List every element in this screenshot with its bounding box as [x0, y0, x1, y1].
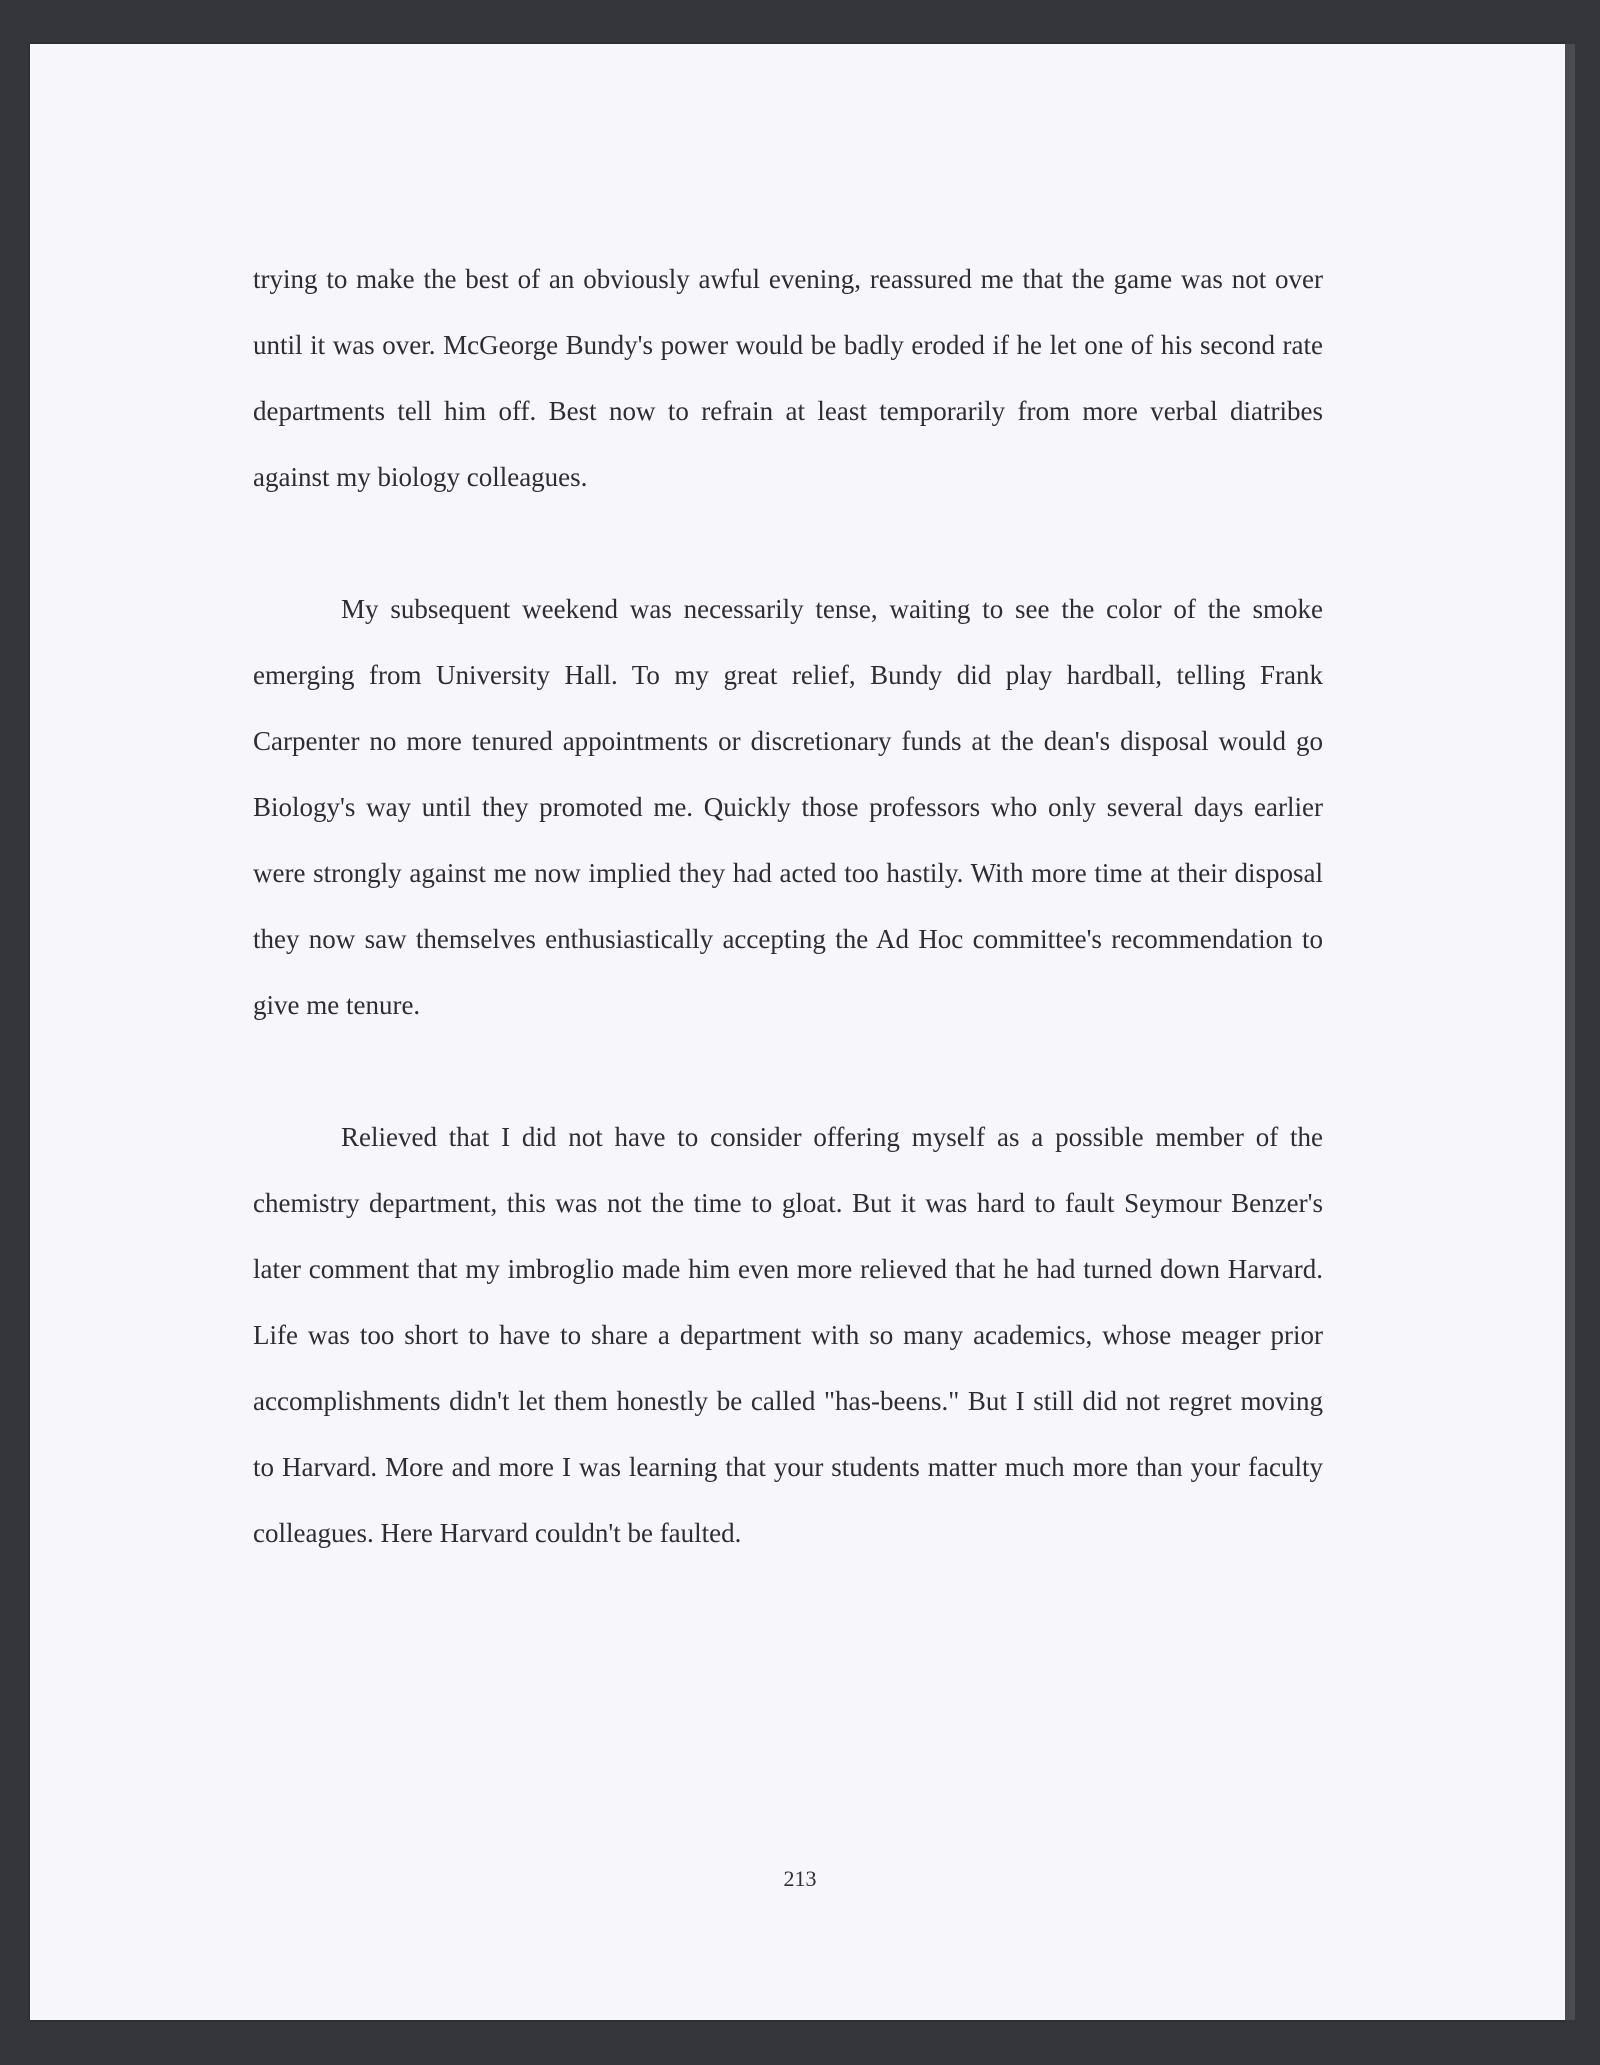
page-number: 213	[783, 1866, 817, 1891]
paragraph-2: My subsequent weekend was necessarily tense, waiting to see the color of the smoke emerging from University Hall. To my great relief, Bundy did play hardball, telling Frank Carpenter no more tenured appointments or discretionary funds at the dean's disposal would go Biology's way until they promoted me. Quickly those professors who only several days earlier were strongly against me now implied they had acted too hastily. With more time at their disposal they now saw themselves enthusiastically accepting the Ad Hoc committee's recommendation to give me tenure.	[253, 594, 1323, 1020]
paragraph-1: trying to make the best of an obviously awful evening, reassured me that the game was not over until it was over. McGeorge Bundy's power would be badly eroded if he let one of his second rate departments tell him off. Best now to refrain at least temporarily from more verbal diatribes against my biology colleagues.	[253, 264, 1323, 492]
body-text	[253, 246, 1323, 1566]
paragraph-3: Relieved that I did not have to consider offering myself as a possible member of the chemistry department, this was not the time to gloat. But it was hard to fault Seymour Benzer's later comment that my imbroglio made him even more relieved that he had turned down Harvard. Life was too short to have to share a department with so many academics, whose meager prior accomplishments didn't let them honestly be called "has-beens." But I still did not regret moving to Harvard. More and more I was learning that your students matter much more than your faculty colleagues. Here Harvard couldn't be faulted.	[253, 1122, 1323, 1548]
sheet-edge-shadow	[1565, 44, 1575, 2020]
